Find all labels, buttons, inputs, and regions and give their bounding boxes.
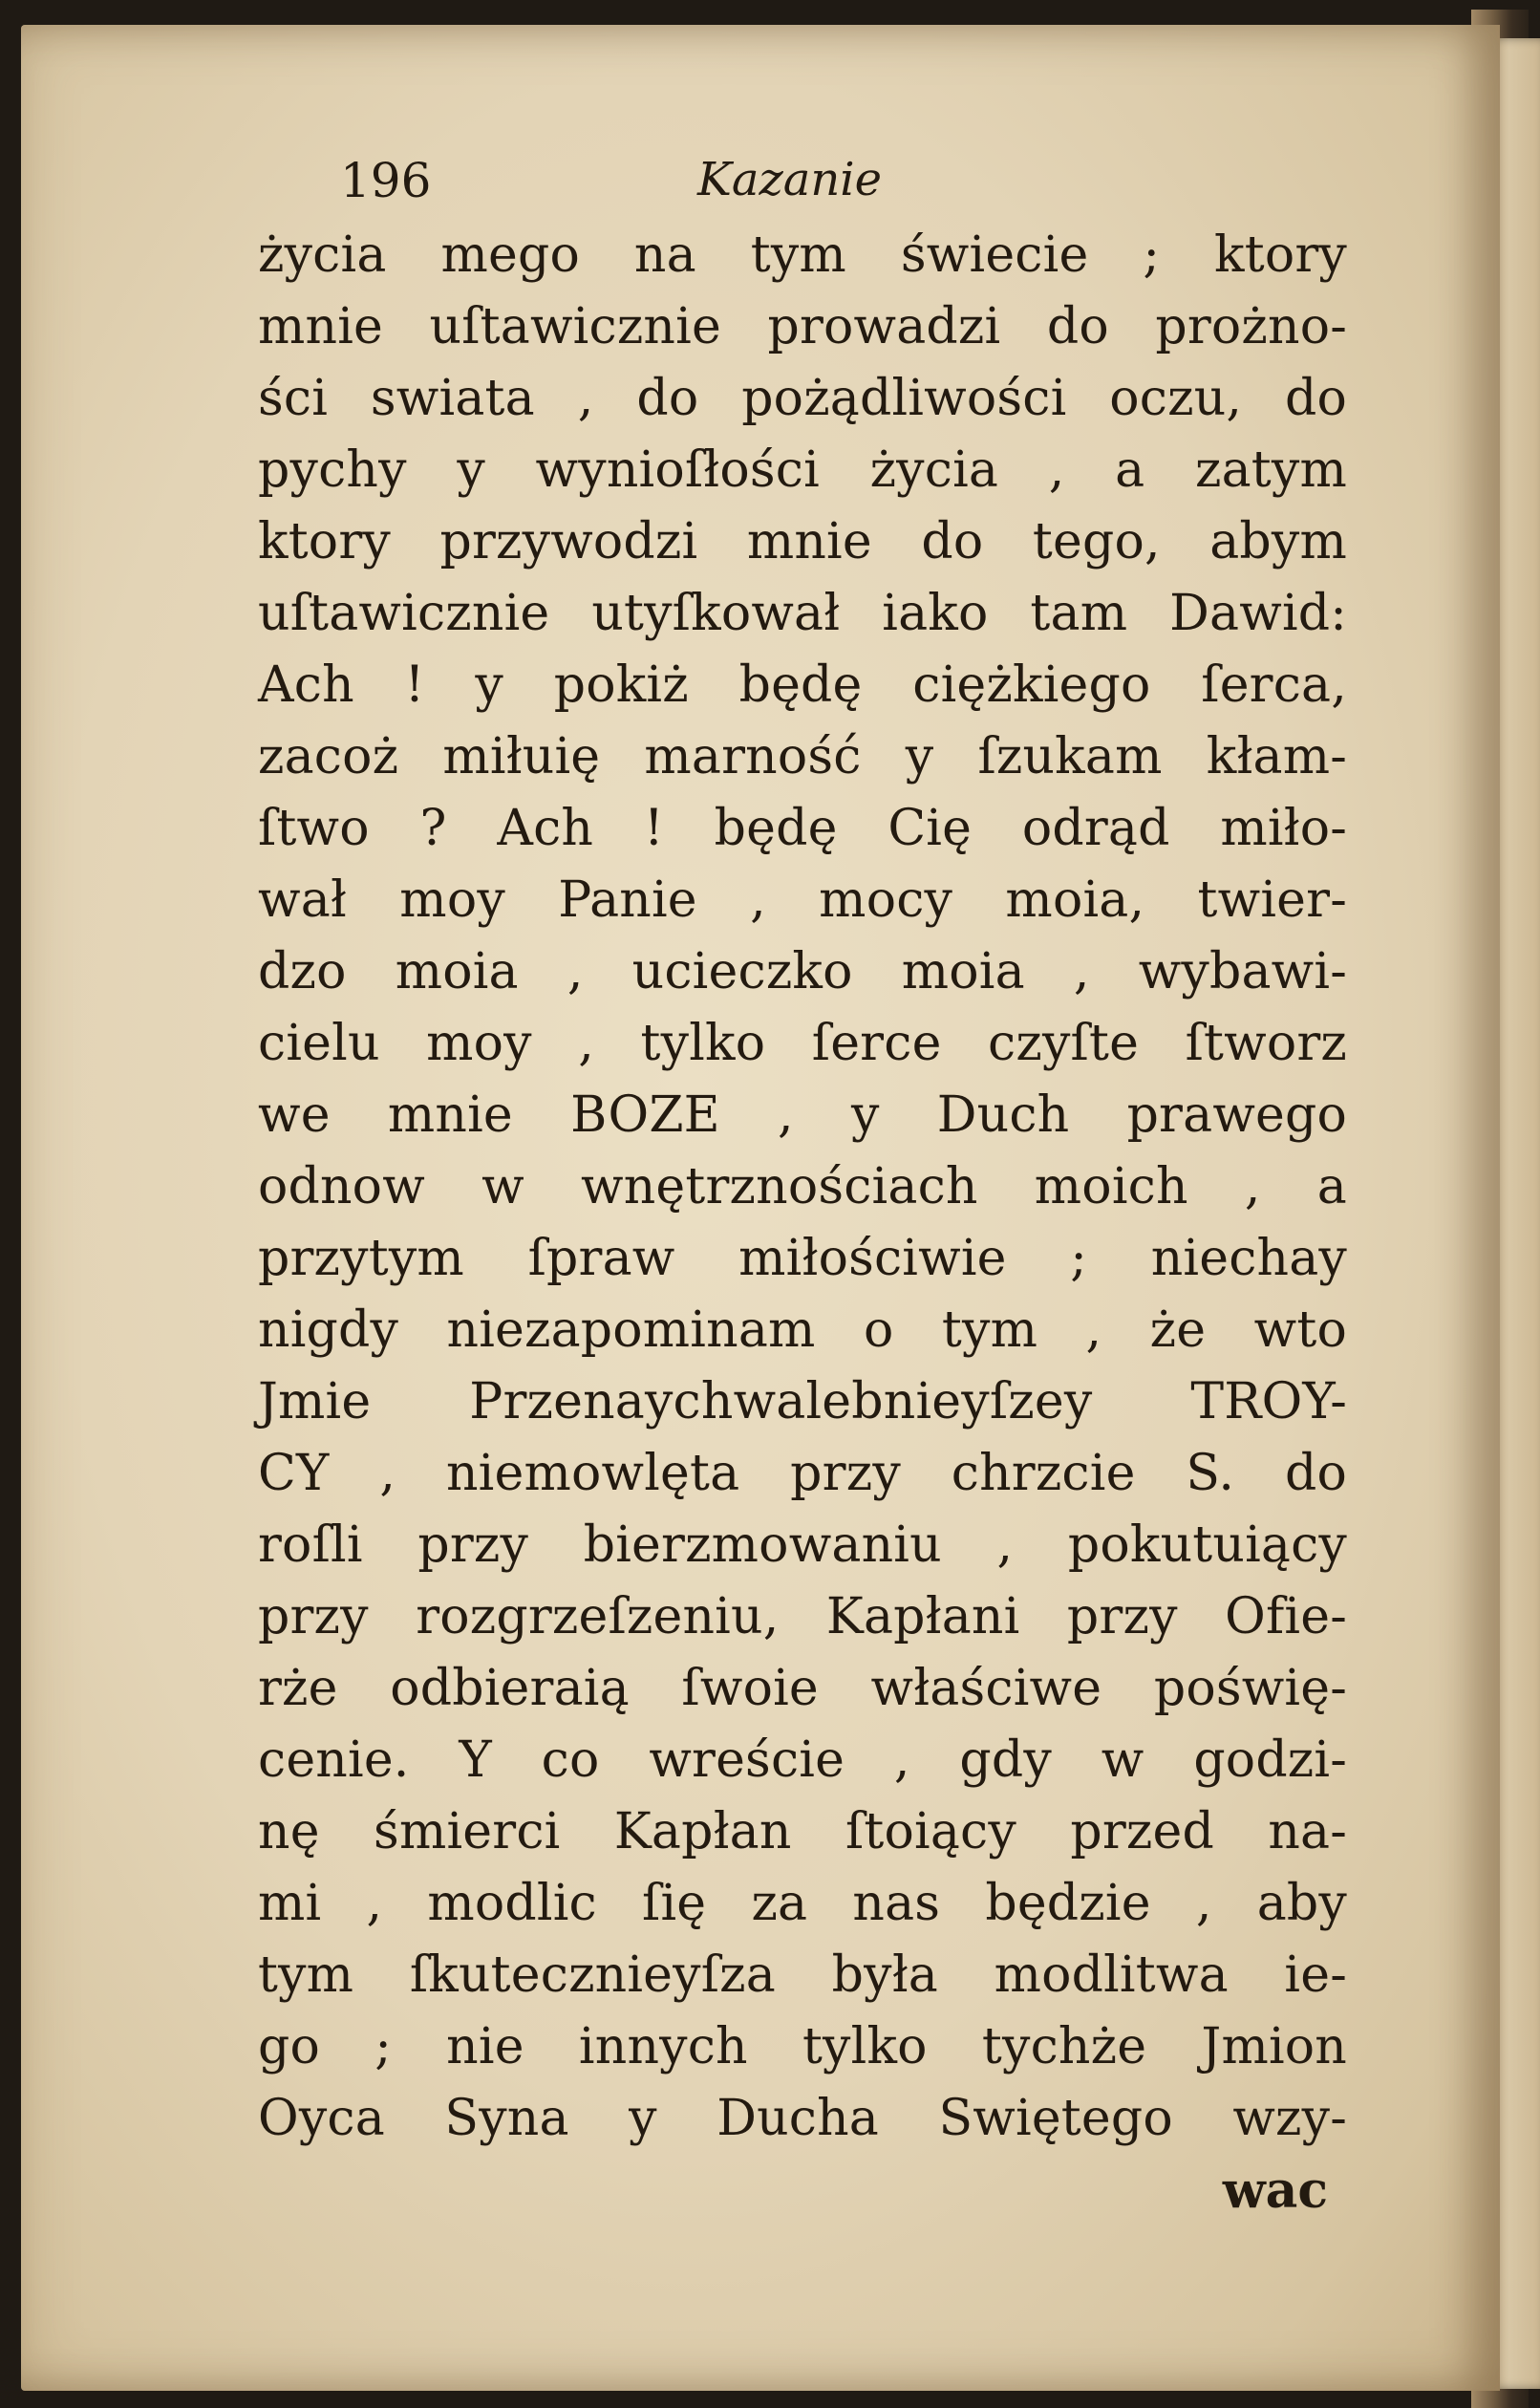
catchword: wac [1222,2161,1328,2220]
running-title: Kazanie [697,153,883,206]
text-line: ktory przywodzi mnie do tego, abym [258,513,1347,570]
text-line: tym ſkutecznieyſza była modlitwa ie- [258,1946,1347,2004]
text-line: Ach ! y pokiż będę ciężkiego ſerca, [258,656,1347,714]
text-line: nę śmierci Kapłan ſtoiący przed na- [258,1803,1347,1860]
page-header [258,153,1347,220]
text-line: odnow w wnętrznościach moich , a [258,1158,1347,1215]
text-line: go ; nie innych tylko tychże Jmion [258,2018,1347,2075]
text-line: CY , niemowlęta przy chrzcie S. do [258,1445,1347,1502]
text-line: Jmie Przenaychwalebnieyſzey TROY- [258,1373,1347,1430]
text-line: nigdy niezapominam o tym , że wto [258,1301,1347,1359]
page-text [258,153,1347,2226]
text-line: życia mego na tym świecie ; ktory [258,226,1347,284]
text-line: ſtwo ? Ach ! będę Cię odrąd miło- [258,800,1347,857]
text-line: cenie. Y co wreście , gdy w godzi- [258,1731,1347,1789]
text-line: ści swiata , do pożądliwości oczu, do [258,370,1347,427]
text-line: wał moy Panie , mocy moia, twier- [258,871,1347,929]
text-line: przytym ſpraw miłościwie ; niechay [258,1230,1347,1287]
text-line: pychy y wynioſłości życia , a zatym [258,441,1347,499]
text-line: we mnie BOZE , y Duch prawego [258,1086,1347,1144]
page-number: 196 [340,153,432,208]
text-line: zacoż miłuię marność y ſzukam kłam- [258,728,1347,785]
text-line: uſtawicznie utyſkował iako tam Dawid: [258,585,1347,642]
text-line: Oyca Syna y Ducha Swiętego wzy- [258,2090,1347,2147]
text-line: mi , modlic ſię za nas będzie , aby [258,1875,1347,1932]
text-line: przy rozgrzeſzeniu, Kapłani przy Ofie- [258,1588,1347,1645]
text-line: mnie uſtawicznie prowadzi do prożno- [258,298,1347,355]
text-line: dzo moia , ucieczko moia , wybawi- [258,943,1347,1000]
text-line: rże odbieraią ſwoie właściwe poświę- [258,1660,1347,1717]
body-text [258,220,1347,2155]
text-line: cielu moy , tylko ſerce czyſte ſtworz [258,1015,1347,1072]
text-line: roſli przy bierzmowaniu , pokutuiący [258,1516,1347,1574]
